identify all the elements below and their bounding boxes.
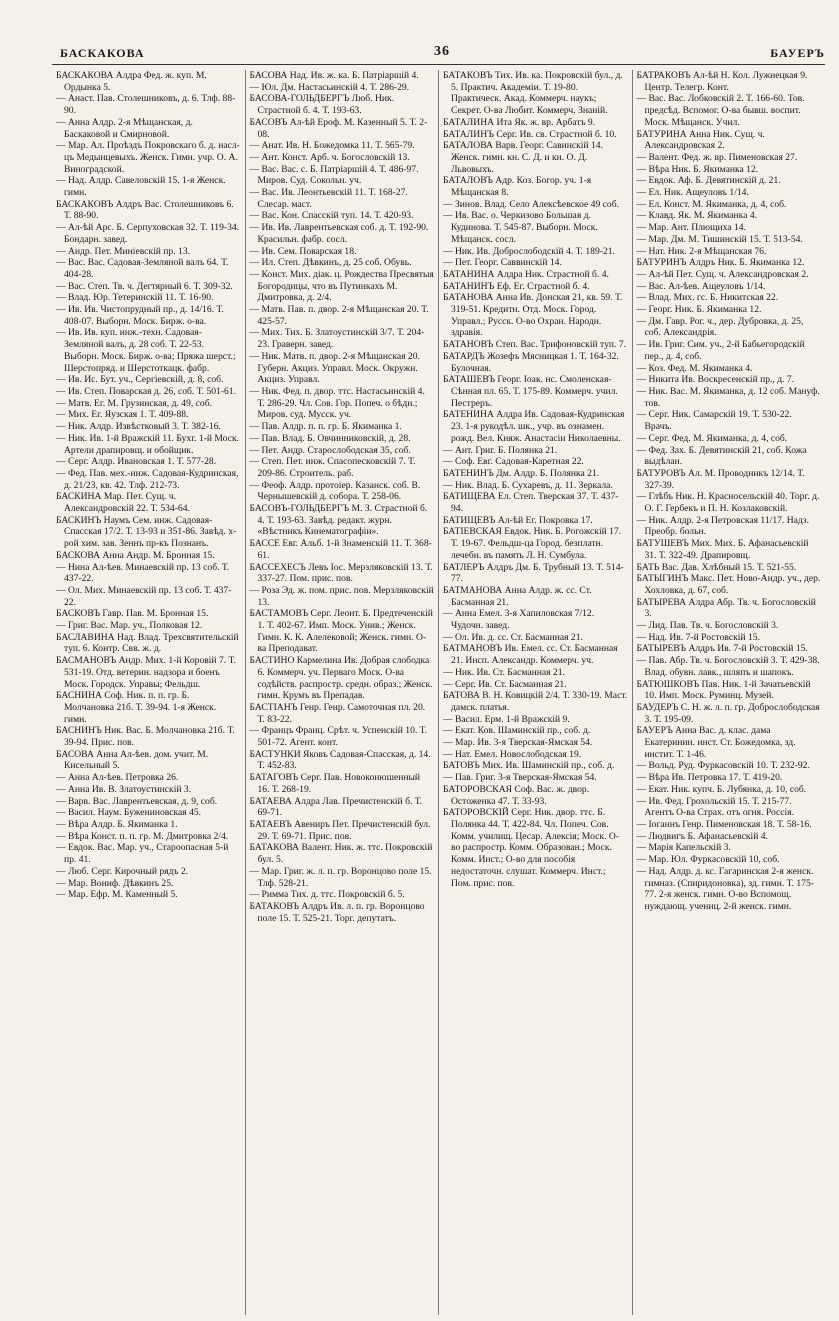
- directory-entry: БАТАЕВЪ Авениръ Пет. Пречистенскій бул. 29. Т. 69-71. Прис. пов.: [249, 819, 431, 842]
- directory-entry: — Андр. Пет. Миніевскій пр. 13.: [56, 245, 191, 257]
- directory-entry: — Серг. Ив. Ст. Басманная 21.: [443, 678, 567, 690]
- directory-entry: — Дм. Гавр. Рог. ч., дер. Дубровка, д. 25, соб. Александрія.: [636, 315, 804, 339]
- directory-entry: — Фед. Зах. Б. Девятинскій 21, соб. Кожа выдѣлан.: [636, 444, 807, 468]
- directory-entry: — Варв. Вас. Лаврентьевская, д. 9, соб.: [56, 795, 218, 807]
- directory-entry: БАТУРИНА Анна Ник. Сущ. ч. Александровская 2.: [636, 128, 765, 152]
- directory-entry: БАСОВЪ Ал-ѣй Ероф. М. Казенный 5. Т. 2-08.: [249, 116, 428, 140]
- directory-entry: БАТАКОВЪ Алдръ Ив. л. п. гр. Воронцово поле 15. Т. 525-21. Торг. депутатъ.: [249, 900, 425, 924]
- directory-entry: — Анна Ал-ѣев. Петровка 26.: [56, 772, 179, 784]
- directory-entry: — Вас. Ал-ѣев. Ащеуловъ 1/14.: [636, 280, 766, 292]
- directory-entry: БАСКАКОВЪ Алдръ Вас. Столешниковъ 6. Т. 88-90.: [56, 198, 234, 222]
- directory-entry: — Екат. Ков. Шаминскій пр., соб. д.: [443, 725, 591, 737]
- directory-entry: БАТУРИНЪ Алдръ Ник. Б. Якиманка 12.: [636, 257, 805, 269]
- directory-entry: — Соф. Евг. Садовая-Каретная 22.: [443, 456, 584, 468]
- directory-entry: — Нат. Ник. 2-я Мѣщанская 76.: [636, 245, 767, 257]
- directory-entry: БАТЬ Вас. Дав. Хлѣбный 15. Т. 521-55.: [636, 561, 797, 573]
- directory-columns: [52, 70, 825, 1315]
- directory-entry: БАСКОВА Анна Андр. М. Бронная 15.: [56, 549, 215, 561]
- directory-entry: БАУЕРЪ Анна Вас. д. клас. дама Екатеринин. инст. Ст. Божедомка, зд. инстит. Т. 1-46.: [636, 725, 796, 760]
- directory-entry: БАСОВА-ГОЛЬДБЕРГЪ Люб. Ник. Страстной б. 4. Т. 193-63.: [249, 93, 395, 117]
- directory-entry: БАСНИНА Соф. Ник. п. п. гр. Б. Молчановка 21б. Т. 39-94. 1-я Женск. гимн.: [56, 690, 217, 725]
- directory-entry: — Конст. Мих. діак. ц. Рождества Пресвятыя Богородицы, что въ Путинкахъ М. Дмитровка, д. 2/4.: [249, 268, 434, 304]
- directory-entry: БАТАКОВЪ Тих. Ив. ка. Покровскій бул., д. 5. Практич. Академіи. Т. 19-80. Практическ. Акад. Коммерч. наукъ; Секрет. О-ва Любит. Коммерч. Знаній.: [443, 70, 623, 117]
- directory-entry: — Над. Алдр. Савеловскій 15. 1-я Женск. гимн.: [56, 175, 226, 199]
- directory-entry: — Пав. Влад. Б. Овчинниковскій, д. 28.: [249, 432, 411, 444]
- directory-column-4: [633, 70, 826, 1315]
- directory-entry: — Ив. Сем. Поварская 18.: [249, 245, 357, 257]
- directory-entry: — Ант. Конст. Арб. ч. Богословскій 13.: [249, 151, 410, 163]
- directory-column-3: [439, 70, 633, 1315]
- directory-entry: БАТЕНИНА Алдра Ив. Садовая-Кудринская 23. 1-я рукодѣл. шк., учр. въ ознамен. рожд. Вел. Княж. Анастасіи Николаевны.: [443, 409, 625, 444]
- directory-entry: — Ол. Ив. д. сс. Ст. Басманная 21.: [443, 631, 583, 643]
- directory-entry: БАТРАКОВЪ Ал-ѣй Н. Кол. Лужнецкая 9. Центр. Телегр. Конт.: [636, 70, 808, 93]
- directory-entry: БАТАЛОВЪ Адр. Коз. Богор. уч. 1-я Мѣщанская 8.: [443, 175, 592, 199]
- directory-entry: — Мих. Тих. Б. Златоустинскій 3/7. Т. 204-23. Граверн. завед.: [249, 327, 425, 351]
- directory-entry: — Ник. Алдр. 2-я Петровская 11/17. Надз. Преобр. больн.: [636, 514, 810, 538]
- directory-entry: БАТАГОВЪ Серг. Пав. Новоконюшенный 16. Т. 268-19.: [249, 772, 421, 795]
- directory-entry: — Ив. Фед. Грохольскій 15. Т. 215-77. Агентъ О-ва Страх. отъ огня. Россія.: [636, 795, 795, 819]
- directory-entry: БАТАНИНЪ Еф. Ег. Страстной б. 4.: [443, 280, 590, 292]
- directory-entry: — Анна Емел. 3-я Хапиловская 7/12. Чудочн. завед.: [443, 608, 595, 632]
- directory-entry: БАСТАМОВЪ Серг. Леонт. Б. Предтеченскій 1. Т. 402-67. Имп. Моск. Унив.; Женск. Гимн. К. К. Алелековой; Женск. гимн. О-ва Преподават.: [249, 608, 433, 655]
- directory-entry: — Ник. Алдр. Извѣстковый 3. Т. 382-16.: [56, 421, 221, 433]
- directory-entry: — Мар. Дм. М. Тишинскій 15. Т. 513-54.: [636, 233, 803, 245]
- directory-entry: — Серг. Фед. М. Якиманка, д. 4, соб.: [636, 432, 788, 444]
- directory-entry: — Пет. Георг. Саввинскій 14.: [443, 257, 562, 269]
- directory-entry: — Ив. Ив. куп. инж.-техн. Садовая-Земляной валъ, д. 28 соб. Т. 22-53. Выборн. Моск. Бирж. о-ва; Пряжа шерст.; Шерстопряд. и Шерстоткацк. фабр.: [56, 327, 236, 374]
- directory-entry: — Ник. Ив. Ст. Басманная 21.: [443, 666, 565, 678]
- directory-entry: — Мих. Ег. Яузская 1. Т. 409-88.: [56, 409, 189, 421]
- directory-entry: — Матв. Пав. п. двор. 2-я Мѣщанская 20. Т. 425-57.: [249, 304, 429, 327]
- directory-entry: БАТОРОВСКІЙ Серг. Ник. двор. ттс. Б. Полянка 44. Т. 422-84. Чл. Попеч. Сов. Комм. училищ. Цесар. Алексія; Моск. О-во распростр. Комм. Образован.; Моск. Комм. Инст.; О-во для пособія недостаточн. слушат. Коммерч. Инст.; Пом. прис. пов.: [443, 807, 619, 889]
- directory-entry: — Ник. Вас. М. Якиманка, д. 12 соб. Мануф. тов.: [636, 385, 820, 409]
- directory-entry: — Ник. Матв. п. двор. 2-я Мѣщанская 20. Губерн. Акциз. Управл. Моск. Окружн. Акциз. Управл.: [249, 350, 420, 386]
- directory-entry: — Анаст. Пав. Столешниковъ, д. 6. Тлф. 88-90.: [56, 93, 236, 117]
- directory-entry: — Мар. Вониф. Дѣвкинъ 25.: [56, 877, 174, 889]
- directory-entry: БАСТИНО Кармелина Ив. Добрая слободка 6. Коммерч. уч. Перваго Моск. О-ва содѣйств. распростр. средн. образ.; Женск. гимн. Крумъ въ Препадав.: [249, 655, 433, 702]
- directory-entry: — Васил. Ерм. 1-й Вражскій 9.: [443, 713, 570, 725]
- directory-entry: БАТАНОВЪ Степ. Вас. Трифоновскій туп. 7.: [443, 339, 627, 351]
- directory-entry: — Пав. Алдр. п. п. гр. Б. Якиманка 1.: [249, 421, 402, 433]
- directory-entry: БАСМАНОВЪ Андр. Мих. 1-й Коровій 7. Т. 531-19. Отд. ветерин. надзора и боенъ Моск. Городск. Управы; Фельдш.: [56, 655, 236, 690]
- directory-entry: БАСТІАНЪ Генр. Генр. Самоточная пл. 20. Т. 83-22.: [249, 701, 426, 725]
- directory-entry: — Мар. Ефр. М. Каменный 5.: [56, 889, 178, 901]
- directory-entry: — Вѣра Конст. п. п. гр. М. Дмитровка 2/4.: [56, 830, 229, 842]
- directory-entry: БАСКАКОВА Алдра Фед. ж. куп. М. Ордынка 5.: [56, 70, 207, 93]
- page-number: 36: [434, 44, 450, 59]
- header-right-guide-word: БАУЕРЪ: [770, 46, 825, 60]
- directory-entry: БАСОВА Над. Ив. ж. ка. Б. Патріаршій 4.: [249, 70, 419, 81]
- directory-entry: — Римма Тих. д. ттс. Покровскій б. 5.: [249, 889, 405, 901]
- directory-entry: БАТАЛОВА Варв. Георг. Савинскій 14. Женск. гимн. кн. С. Д. и кн. О. Д. Львовыхъ.: [443, 140, 603, 175]
- directory-entry: — Роза Эд. ж. пом. прис. пов. Мерзляковскій 13.: [249, 584, 434, 608]
- directory-entry: — Вас. Вас. с. Б. Патріаршій 4. Т. 486-97. Миров. Суд. Сокольн. уч.: [249, 163, 419, 187]
- directory-entry: — Никита Ив. Воскресенскій пр., д. 7.: [636, 374, 795, 386]
- directory-entry: БАСКОВЪ Гавр. Пав. М. Бронная 15.: [56, 608, 209, 620]
- directory-entry: — Людвигъ Б. Афанасьевскій 4.: [636, 830, 768, 842]
- directory-entry: БАТАНИНА Алдра Ник. Страстной б. 4.: [443, 268, 609, 280]
- directory-entry: БАТУРОВЪ Ал. М. Проводникъ 12/14. Т. 327-39.: [636, 467, 805, 491]
- directory-entry: — Ник. Ив. 1-й Вражскій 11. Бухг. 1-й Моск. Артели драпировщ. и обойщик.: [56, 432, 240, 456]
- directory-entry: БАТАЛИНА Ита Як. ж. вр. Арбатъ 9.: [443, 116, 596, 128]
- directory-entry: — Евдок. Аф. Б. Девятинскій д. 21.: [636, 175, 781, 187]
- directory-entry: — Вас. Вас. Лобковскій 2. Т. 166-60. Тов. предсѣд. Вспомог. О-ва бывш. воспит. Моск. Мѣщанск. Учил.: [636, 93, 805, 128]
- directory-entry: — Мар. Ал. Проѣздъ Покровскаго б. д. насл-цъ Медынцевыхъ. Женск. Гимн. учр. О. А. Виноградской.: [56, 140, 240, 175]
- directory-entry: — Григ. Вас. Мар. уч., Полковая 12.: [56, 620, 203, 632]
- directory-entry: — Анна Ив. В. Златоустинскій 3.: [56, 783, 192, 795]
- directory-entry: — Георг. Ник. Б. Якиманка 12.: [636, 304, 762, 316]
- directory-entry: — Ив. Ив. Чистопрудный пр., д. 14/16. Т. 408-07. Выборн. Моск. Бирж. о-ва.: [56, 304, 224, 327]
- directory-entry: — Серг. Алдр. Ивановская 1. Т. 577-28.: [56, 456, 217, 468]
- directory-entry: — Ив. Степ. Поварская д. 26, соб. Т. 501-61.: [56, 385, 237, 397]
- directory-entry: БАСКИНЪ Наумъ Сем. инж. Садовая-Спасская 17/2. Т. 13-93 и 351-86. Завѣд. х-рой хим. зав. Зеннъ пр-къ Познанъ.: [56, 514, 237, 550]
- directory-entry: БАТЫРЕВА Алдра Абр. Тв. ч. Богословскій 3.: [636, 596, 816, 620]
- directory-entry: — Ел. Ник. Ащеуловъ 1/14.: [636, 187, 749, 199]
- directory-entry: — Глѣбъ Ник. Н. Красносельскій 40. Торг. д. О. Г. Гербекъ и П. Н. Козлаковскій.: [636, 491, 820, 515]
- directory-entry: — Мар. Ив. 3-я Тверская-Ямская 54.: [443, 737, 593, 749]
- directory-entry: БАТЫГИНЪ Макс. Пет. Ново-Андр. уч., дер. Хохловка, д. 67, соб.: [636, 573, 821, 596]
- directory-entry: БАССЕ Евг. Альб. 1-й Знаменскій 11. Т. 368-61.: [249, 538, 432, 561]
- directory-entry: — Вольд. Руд. Фуркасовскій 10. Т. 232-92.: [636, 760, 810, 772]
- directory-entry: БАСТУНКИ Яковъ Садовая-Спасская, д. 14. Т. 452-83.: [249, 748, 431, 772]
- directory-entry: — Вас. Кон. Спасскій туп. 14. Т. 420-93.: [249, 210, 414, 222]
- directory-entry: — Мар. Юл. Фуркасовскій 10, соб.: [636, 854, 780, 866]
- directory-entry: — Клавд. Як. М. Якиманка 4.: [636, 210, 758, 222]
- directory-entry: — Валент. Фед. ж. вр. Пименовская 27.: [636, 151, 798, 163]
- directory-entry: — Васил. Наум. Бужениновская 45.: [56, 807, 202, 819]
- directory-entry: БАТІЕВСКАЯ Евдок. Ник. Б. Рогожскій 17. Т. 19-67. Фельдш-ца Город. безплатн. лечебн. въ память Л. Н. Сумбула.: [443, 526, 622, 561]
- directory-entry: — Нина Ал-ѣев. Минаевскій пр. 13 соб. Т. 437-22.: [56, 561, 230, 585]
- directory-entry: — Над. Алдр. д. кс. Гагаринская 2-я женск. гимназ. (Спиридоновка), зд. гимн. Т. 175-77. 2-я женск. гимн. О-во Вспомощ. нуждающ. учениц. 2-й женск. гимн.: [636, 865, 814, 912]
- header-rule: [52, 64, 825, 65]
- directory-entry: — Матв. Ег. М. Грузинская, д. 49, соб.: [56, 397, 213, 409]
- directory-column-1: [52, 70, 246, 1315]
- directory-entry: — Лид. Пав. Тв. ч. Богословскій 3.: [636, 620, 779, 632]
- directory-entry: — Коз. Фед. М. Якиманка 4.: [636, 362, 753, 374]
- directory-entry: — Юл. Дм. Настасьинскій 4. Т. 286-29.: [249, 81, 410, 93]
- directory-entry: — Екат. Ник. купч. Б. Лубянка, д. 10, соб.: [636, 783, 807, 795]
- directory-entry: БАТИЩЕВА Ел. Степ. Тверская 37. Т. 437-94.: [443, 491, 619, 515]
- directory-entry: БАТАРДЪ Жозефъ Мясницкая 1. Т. 164-32. Булочная.: [443, 350, 619, 374]
- directory-entry: БАССЕХЕСЪ Левъ Іос. Мерзляковскій 13. Т. 337-27. Пом. прис. пов.: [249, 561, 433, 585]
- directory-entry: — Пав. Абр. Тв. ч. Богословскій 3. Т. 429-38. Влад. обувн. лавк., шляпъ и шапокъ.: [636, 655, 820, 678]
- directory-entry: — Над. Ив. 7-й Ростовскій 15.: [636, 631, 760, 643]
- header-left-guide-word: БАСКАКОВА: [60, 46, 145, 60]
- directory-entry: — Ант. Григ. Б. Полянка 21.: [443, 444, 558, 456]
- directory-entry: — Марія Капельскій 3.: [636, 842, 731, 854]
- directory-entry: БАТЮШКОВЪ Пав. Ник. 1-й Зачатьевскій 10. Имп. Моск. Руминц. Музей.: [636, 678, 811, 702]
- directory-entry: — Серг. Ник. Самарскій 19. Т. 530-22. Врачъ.: [636, 409, 792, 433]
- directory-entry: — Ник. Влад. Б. Сухаревъ, д. 11. Зеркала.: [443, 479, 613, 491]
- directory-entry: — Ел. Конст. М. Якиманка, д. 4, соб.: [636, 198, 787, 210]
- directory-entry: — Вас. Степ. Тв. ч. Дегтярный 6. Т. 309-32.: [56, 280, 233, 292]
- directory-entry: — Евдок. Вас. Мар. уч., Староопасная 5-й пр. 41.: [56, 842, 229, 866]
- directory-entry: — Вас. Вас. Садовая-Земляной валъ 64. Т. 404-28.: [56, 257, 229, 280]
- directory-entry: — Пав. Григ. 3-я Тверская-Ямская 54.: [443, 772, 597, 784]
- directory-entry: БАТУШЕВЪ Мих. Мих. Б. Афанасьевскій 31. Т. 322-49. Драпировщ.: [636, 538, 809, 561]
- directory-entry: БАСЛАВИНА Над. Влад. Трехсвятительскій туп. 6. Контр. Свв. ж. д.: [56, 631, 239, 655]
- directory-entry: — Вѣра Ник. Б. Якиманка 12.: [636, 163, 759, 175]
- directory-entry: — Ив. Вас. о. Черкизово Большая д. Кудинова. Т. 545-87. Выборн. Моск. Мѣщанск. сосл.: [443, 210, 598, 245]
- page-header: [52, 44, 825, 66]
- directory-entry: БАТАНОВА Анна Ив. Донская 21, кв. 59. Т. 319-51. Кредитн. Отд. Моск. Город. Управл.; Русск. О-во Охран. Народн. здравія.: [443, 292, 623, 339]
- directory-entry: — Ник. Ив. Доброслободскій 4. Т. 189-21.: [443, 245, 615, 257]
- directory-entry: — Степ. Пет. инж. Спасопесковскій 7. Т. 209-86. Строитель. раб.: [249, 456, 416, 479]
- directory-entry: БАТЛЕРЪ Алдръ Дм. Б. Трубный 13. Т. 514-77.: [443, 561, 624, 585]
- directory-entry: БАТАЕВА Алдра Лав. Пречистенскій б. Т. 69-71.: [249, 795, 423, 819]
- directory-entry: — Ол. Мих. Минаевскій пр. 13 соб. Т. 437-22.: [56, 584, 232, 608]
- directory-entry: — Мар. Ант. Плющиха 14.: [636, 222, 746, 234]
- directory-entry: — Вѣра Ив. Петровка 17. Т. 419-20.: [636, 772, 783, 784]
- directory-entry: — Ив. Григ. Сим. уч., 2-й Бабьегородскій пер., д. 4, соб.: [636, 339, 805, 362]
- directory-entry: — Францъ Франц. Срѣт. ч. Успенскій 10. Т. 501-72. Агент. конт.: [249, 725, 427, 749]
- directory-entry: БАТАШЕВЪ Георг. Іоак. нс. Смоленская-Сѣнная пл. 65. Т. 175-89. Коммерч. учил. Пестреръ.: [443, 374, 618, 409]
- directory-entry: БАТАЛИНЪ Серг. Ив. св. Страстной б. 10.: [443, 128, 617, 140]
- directory-entry: БАСКИНА Мар. Пет. Сущ. ч. Александровскій 22. Т. 534-64.: [56, 491, 190, 515]
- directory-entry: — Влад. Мих. гс. Б. Никитская 22.: [636, 292, 779, 304]
- directory-entry: БАТЕНИНЪ Дм. Алдр. Б. Полянка 21.: [443, 467, 600, 479]
- directory-entry: — Зинов. Влад. Село Алексѣевское 49 соб.: [443, 198, 619, 210]
- directory-entry: — Мар. Григ. ж. л. п. гр. Воронцово поле 15. Тлф. 528-21.: [249, 865, 432, 889]
- directory-column-2: [246, 70, 440, 1315]
- directory-entry: БАТОВЪ Мих. Ив. Шаминскій пр., соб. д.: [443, 760, 615, 772]
- directory-entry: — Ал-ѣй Арс. Б. Серпуховская 32. Т. 119-34. Бондарн. завед.: [56, 222, 240, 245]
- directory-entry: БАТАКОВА Валент. Ник. ж. ттс. Покровскій бул. 5.: [249, 842, 433, 866]
- directory-entry: — Ник. Фед. п. двор. ттс. Настасьинскій 4. Т. 286-29. Чл. Сов. Гор. Попеч. о бѣдн.; Миров. суд. Мусск. уч.: [249, 385, 425, 421]
- directory-entry: — Вѣра Алдр. Б. Якиманка 1.: [56, 819, 178, 830]
- directory-entry: — Люб. Серг. Кирочный рядъ 2.: [56, 865, 189, 877]
- directory-entry: БАУДЕРЪ С. Н. ж. л. п. гр. Доброслободская 3. Т. 195-09.: [636, 701, 820, 725]
- directory-entry: БАТЫРЕВЪ Алдръ Ив. 7-й Ростовскій 15.: [636, 643, 808, 655]
- directory-entry: БАТОВА В. Н. Ковицкій 2/4. Т. 330-19. Маст. дамск. платья.: [443, 690, 628, 713]
- directory-entry: — Влад. Юр. Тетеринскій 11. Т. 16-90.: [56, 292, 214, 304]
- directory-entry: — Іоганнъ Генр. Пименовская 18. Т. 58-16.: [636, 819, 812, 830]
- directory-entry: — Пет. Андр. Старослободская 35, соб.: [249, 444, 411, 456]
- directory-entry: БАТМАНОВА Анна Алдр. ж. сс. Ст. Басманная 21.: [443, 584, 592, 608]
- directory-entry: БАСОВА Анна Ал-ѣев. дом. учит. М. Кисельный 5.: [56, 748, 209, 772]
- directory-entry: БАСНИНЪ Ник. Вас. Б. Молчановка 21б. Т. 39-94. Прис. пов.: [56, 725, 235, 749]
- directory-entry: — Анна Алдр. 2-я Мѣщанская, д. Баскаковой и Смирновой.: [56, 116, 193, 140]
- directory-entry: — Феоф. Алдр. протоіер. Казанск. соб. В. Чернышевскій д. собора. Т. 258-06.: [249, 479, 421, 503]
- directory-entry: БАТМАНОВЪ Ив. Емел. сс. Ст. Басманная 21. Инсп. Александр. Коммерч. уч.: [443, 643, 618, 667]
- directory-entry: — Ил. Степ. Дѣвкинъ, д. 25 соб. Обувь.: [249, 257, 412, 269]
- directory-entry: — Ив. Ис. Бут. уч., Сергіевскій, д. 8, соб.: [56, 374, 224, 386]
- directory-entry: — Ив. Ив. Лаврентьевская соб. д. Т. 192-90. Красильн. фабр. сосл.: [249, 222, 429, 245]
- directory-entry: БАСОВЪ-ГОЛЬДБЕРГЪ М. З. Страстной б. 4. Т. 193-63. Завѣд. редакт. журн. «Вѣстникъ Кинематографіи».: [249, 503, 428, 538]
- directory-entry: — Фед. Пав. мех.-инж. Садовая-Кудринская, д. 21/23, кв. 42. Тлф. 212-73.: [56, 467, 239, 491]
- directory-entry: — Вас. Ив. Леонтьевскій 11. Т. 168-27. Слесар. маст.: [249, 187, 408, 210]
- directory-entry: БАТИЩЕВЪ Ал-ѣй Ег. Покровка 17.: [443, 514, 593, 526]
- directory-entry: — Нат. Емел. Новослободская 19.: [443, 748, 582, 760]
- directory-entry: — Анат. Ив. Н. Божедомка 11. Т. 565-79.: [249, 140, 415, 152]
- directory-entry: — Ал-ѣй Пет. Сущ. ч. Александровская 2.: [636, 268, 809, 280]
- directory-entry: БАТОРОВСКАЯ Соф. Вас. ж. двор. Остоженка 47. Т. 33-93.: [443, 783, 590, 807]
